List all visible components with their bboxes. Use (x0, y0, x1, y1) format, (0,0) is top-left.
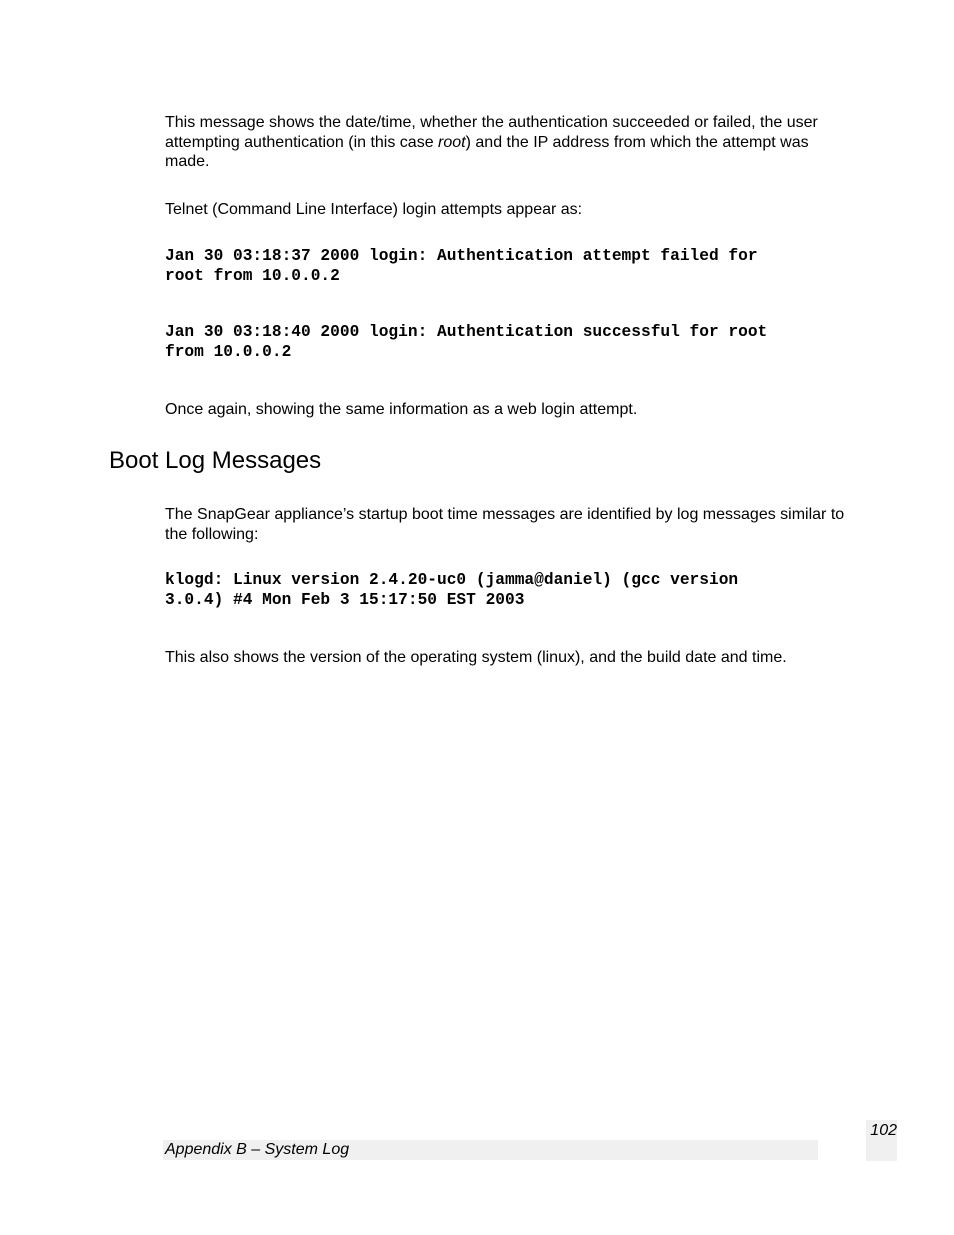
log-success-line-2: from 10.0.0.2 (165, 342, 292, 361)
log-failed-code-block (165, 247, 865, 286)
log-success-line-1: Jan 30 03:18:40 2000 login: Authentication successful for root (165, 323, 768, 341)
boot-outro-paragraph: This also shows the version of the operating system (linux), and the build date and time. (165, 649, 787, 666)
page-number: 102 (870, 1122, 897, 1139)
log-boot-line-1: klogd: Linux version 2.4.20-uc0 (jamma@daniel) (gcc version (165, 571, 739, 589)
intro-paragraph (165, 113, 845, 172)
log-failed-line-1: Jan 30 03:18:37 2000 login: Authentication attempt failed for (165, 247, 758, 265)
root-user-italic: root (438, 133, 466, 151)
boot-log-heading: Boot Log Messages (109, 447, 322, 474)
once-again-paragraph: Once again, showing the same information as a web login attempt. (165, 401, 638, 418)
log-boot-line-2: 3.0.4) #4 Mon Feb 3 15:17:50 EST 2003 (165, 590, 525, 609)
intro-text-start: This message shows the date/time, whether the authentication succeeded or failed, the user attempting authentication (in this case (165, 114, 818, 151)
log-boot-code-block (165, 571, 865, 610)
telnet-intro-paragraph: Telnet (Command Line Interface) login attempts appear as: (165, 201, 583, 218)
boot-intro-paragraph: The SnapGear appliance’s startup boot time messages are identified by log messages similar to the following: (165, 506, 845, 543)
footer-label: Appendix B – System Log (165, 1141, 350, 1158)
log-success-code-block (165, 323, 865, 362)
log-failed-line-2: root from 10.0.0.2 (165, 266, 340, 285)
intro-text-end: ) and the IP address from which the attempt was made. (165, 133, 809, 170)
